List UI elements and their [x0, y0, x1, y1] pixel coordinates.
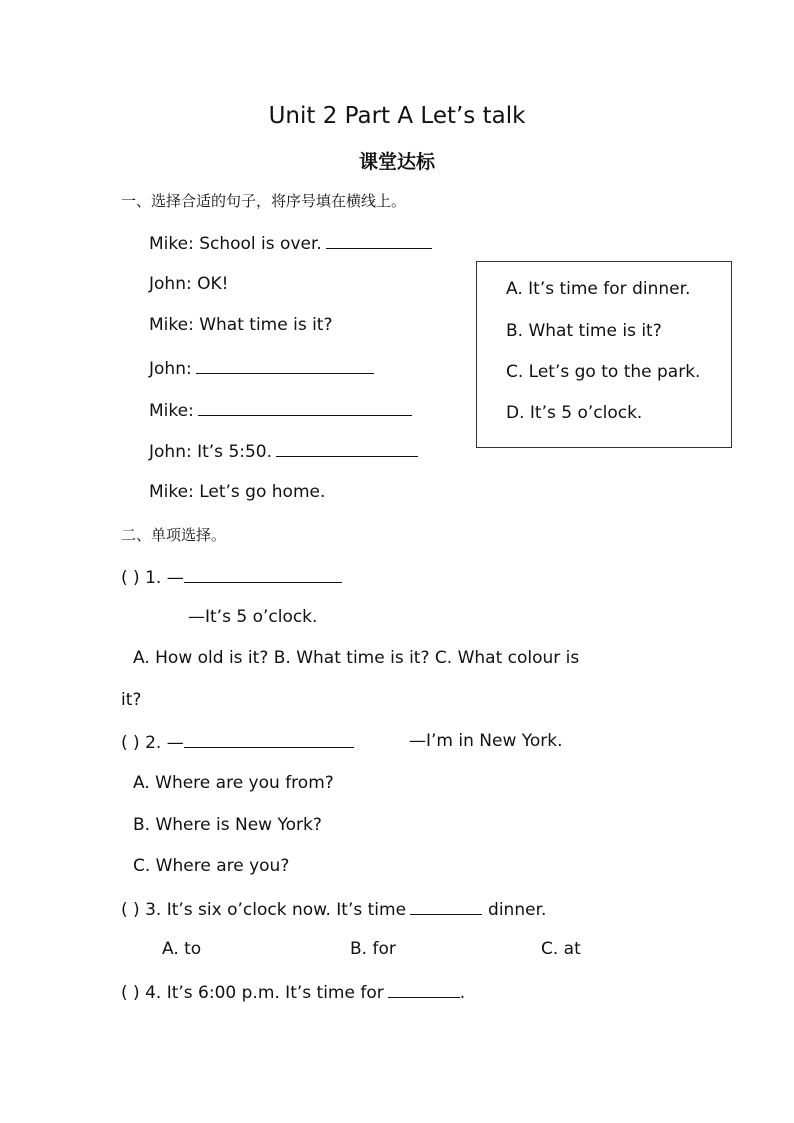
answer-blank[interactable] — [388, 981, 460, 998]
question-3-choice-a: A. to — [162, 939, 202, 959]
question-stem: ( ) 3. It’s six o’clock now. It’s time — [121, 900, 407, 920]
question-1-choices: A. How old is it? B. What time is it? C. What colour is — [133, 648, 580, 668]
section-2-heading: 二、单项选择。 — [121, 526, 227, 544]
question-3-choice-b: B. for — [350, 939, 396, 959]
dialogue-text: Mike: School is over. — [149, 234, 322, 254]
answer-blank[interactable] — [184, 566, 342, 583]
dialogue-text: John: It’s 5:50. — [149, 442, 273, 462]
question-stem: ( ) 2. — — [121, 733, 184, 753]
question-2 — [121, 731, 354, 753]
answer-blank[interactable] — [410, 898, 482, 915]
dialogue-text: Mike: Let’s go home. — [149, 482, 326, 502]
answer-blank[interactable] — [184, 731, 354, 748]
dialogue-text: Mike: What time is it? — [149, 315, 333, 335]
question-stem-end: dinner. — [488, 900, 547, 920]
dialogue-text: Mike: — [149, 401, 194, 421]
page-title: Unit 2 Part A Let’s talk — [268, 103, 526, 129]
question-stem-end: . — [459, 983, 466, 1003]
question-2-choice-c: C. Where are you? — [133, 856, 290, 876]
question-2-choice-a: A. Where are you from? — [133, 773, 334, 793]
option-d: D. It’s 5 o’clock. — [506, 403, 643, 423]
dialogue-line — [149, 482, 325, 502]
section-1-heading: 一、选择合适的句子，将序号填在横线上。 — [121, 192, 407, 210]
answer-blank[interactable] — [198, 399, 412, 416]
dialogue-text: John: — [149, 359, 192, 379]
question-3 — [121, 898, 546, 920]
question-1 — [121, 566, 342, 588]
question-1-answer: —It’s 5 o’clock. — [188, 607, 318, 627]
option-c: C. Let’s go to the park. — [506, 362, 701, 382]
question-1-choices-cont: it? — [121, 690, 142, 710]
dialogue-line — [149, 357, 374, 379]
answer-blank[interactable] — [326, 232, 432, 249]
dialogue-text: John: OK! — [149, 274, 229, 294]
page-subtitle: 课堂达标 — [358, 151, 435, 173]
answer-blank[interactable] — [196, 357, 374, 374]
option-b: B. What time is it? — [506, 321, 662, 341]
option-a: A. It’s time for dinner. — [506, 279, 691, 299]
question-stem: ( ) 4. It’s 6:00 p.m. It’s time for — [121, 983, 384, 1003]
dialogue-line — [149, 232, 432, 254]
question-4 — [121, 981, 465, 1003]
question-2-choice-b: B. Where is New York? — [133, 815, 322, 835]
options-box — [476, 261, 732, 448]
question-stem: ( ) 1. — — [121, 568, 184, 588]
answer-blank[interactable] — [276, 440, 418, 457]
dialogue-line — [149, 440, 418, 462]
question-3-choice-c: C. at — [541, 939, 581, 959]
dialogue-line — [149, 274, 228, 294]
dialogue-line — [149, 399, 412, 421]
dialogue-line — [149, 315, 333, 335]
question-2-reply: —I’m in New York. — [409, 731, 563, 751]
